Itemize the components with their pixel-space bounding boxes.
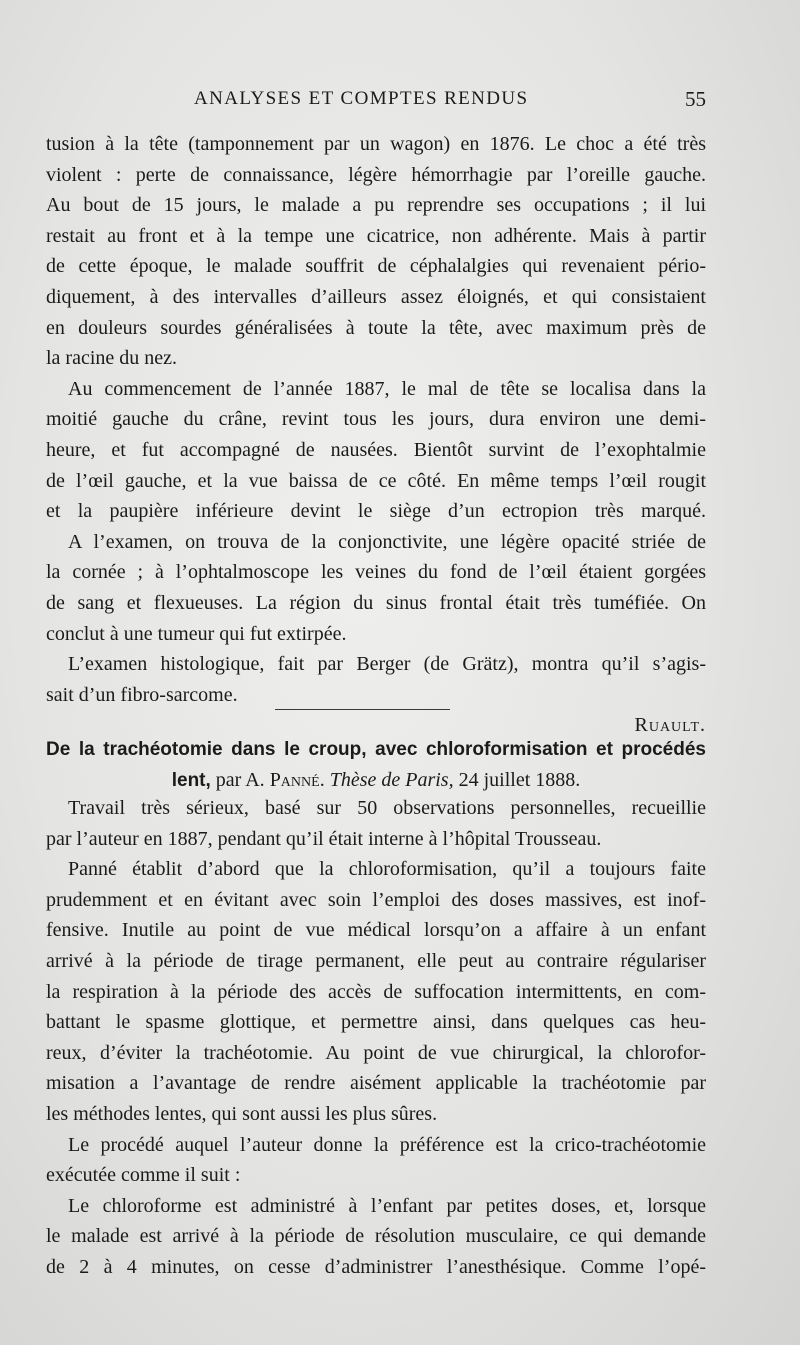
text-line: tusion à la tête (tamponnement par un wagon) en 1876. Le choc a été très: [46, 133, 706, 155]
text-line: le malade est arrivé à la période de résolution musculaire, ce qui demande: [46, 1225, 706, 1248]
text-line: diquement, à des intervalles d’ailleurs assez éloignés, et qui consistaient: [46, 285, 706, 308]
text-line: la racine du nez.: [46, 347, 178, 370]
page-header: [46, 88, 706, 116]
text-line: Le procédé auquel l’auteur donne la préférence est la crico-trachéotomie: [68, 1133, 706, 1156]
text-line: par l’auteur en 1887, pendant qu’il était interne à l’hôpital Trousseau.: [46, 827, 602, 850]
text-line: Le chloroforme est administré à l’enfant par petites doses, et, lorsque: [68, 1194, 706, 1217]
text-line: heure, et fut accompagné de nausées. Bientôt survint de l’exophtalmie: [46, 438, 706, 461]
first-article-text: [46, 129, 706, 741]
text-line: Travail très sérieux, basé sur 50 observations personnelles, recueillie: [68, 797, 706, 819]
text-line: de l’œil gauche, et la vue baissa de ce côté. En même temps l’œil rougit: [46, 469, 706, 492]
text-line: reux, d’éviter la trachéotomie. Au point de vue chirurgical, la chlorofor-: [46, 1041, 706, 1064]
text-line: arrivé à la période de tirage permanent, elle peut au contraire régulariser: [46, 949, 706, 972]
text-line: Au commencement de l’année 1887, le mal de tête se localisa dans la: [68, 377, 706, 400]
text-line: de cette époque, le malade souffrit de céphalalgies qui revenaient pério-: [46, 255, 706, 278]
text-line: les méthodes lentes, qui sont aussi les plus sûres.: [46, 1102, 438, 1125]
page-number: 55: [685, 87, 706, 111]
title-by: par A.: [215, 769, 265, 791]
text-line: et la paupière inférieure devint le siège d’un ectropion très marqué.: [46, 500, 706, 523]
text-line: la cornée ; à l’ophtalmoscope les veines du fond de l’œil étaient gorgées: [46, 561, 706, 584]
text-line: A l’examen, on trouva de la conjonctivite, une légère opacité striée de: [68, 530, 706, 553]
text-line: battant le spasme glottique, et permettre ainsi, dans quelques cas heu-: [46, 1011, 706, 1034]
text-line: restait au front et à la tempe une cicatrice, non adhérente. Mais à partir: [46, 224, 706, 247]
title-bold-end: lent,: [171, 770, 211, 791]
text-line: exécutée comme il suit :: [46, 1164, 241, 1187]
text-line: sait d’un fibro-sarcome.: [46, 683, 238, 706]
article-title-continuation: [46, 764, 706, 796]
text-line: de 2 à 4 minutes, on cesse d’administrer l’anesthésique. Comme l’opé-: [46, 1255, 706, 1278]
text-line: fensive. Inutile au point de vue médical lorsqu’on a affaire à un enfant: [46, 919, 706, 942]
text-line: de sang et flexueuses. La région du sinus frontal était très tuméfiée. On: [46, 591, 706, 614]
signature: Ruault.: [634, 714, 706, 737]
text-line: violent : perte de connaissance, légère hémorrhagie par l’oreille gauche.: [46, 163, 706, 186]
article-author: Panné.: [269, 769, 325, 791]
text-line: prudemment et en évitant avec soin l’emploi des doses massives, est inof-: [46, 888, 706, 911]
text-line: Panné établit d’abord que la chloroformisation, qu’il a toujours faite: [68, 858, 706, 881]
text-line: moitié gauche du crâne, revint tous les jours, dura environ une demi-: [46, 408, 706, 431]
text-line: conclut à une tumeur qui fut extirpée.: [46, 622, 347, 645]
text-line: L’examen histologique, fait par Berger (de Grätz), montra qu’il s’agis-: [68, 653, 706, 676]
article-title: De la trachéotomie dans le croup, avec chloroformisation et procédés: [46, 739, 706, 760]
article-date: 24 juillet 1888.: [458, 769, 581, 791]
text-line: Au bout de 15 jours, le malade a pu reprendre ses occupations ; il lui: [46, 194, 706, 217]
text-line: la respiration à la période des accès de suffocation intermittents, en com-: [46, 980, 706, 1003]
text-line: en douleurs sourdes généralisées à toute la tête, avec maximum près de: [46, 316, 706, 339]
second-article-text: [46, 793, 706, 1283]
section-divider: [275, 709, 450, 710]
running-title: ANALYSES ET COMPTES RENDUS: [194, 88, 529, 109]
article-source: Thèse de Paris,: [329, 769, 454, 791]
text-line: misation a l’avantage de rendre aisément applicable la trachéotomie par: [46, 1072, 706, 1095]
